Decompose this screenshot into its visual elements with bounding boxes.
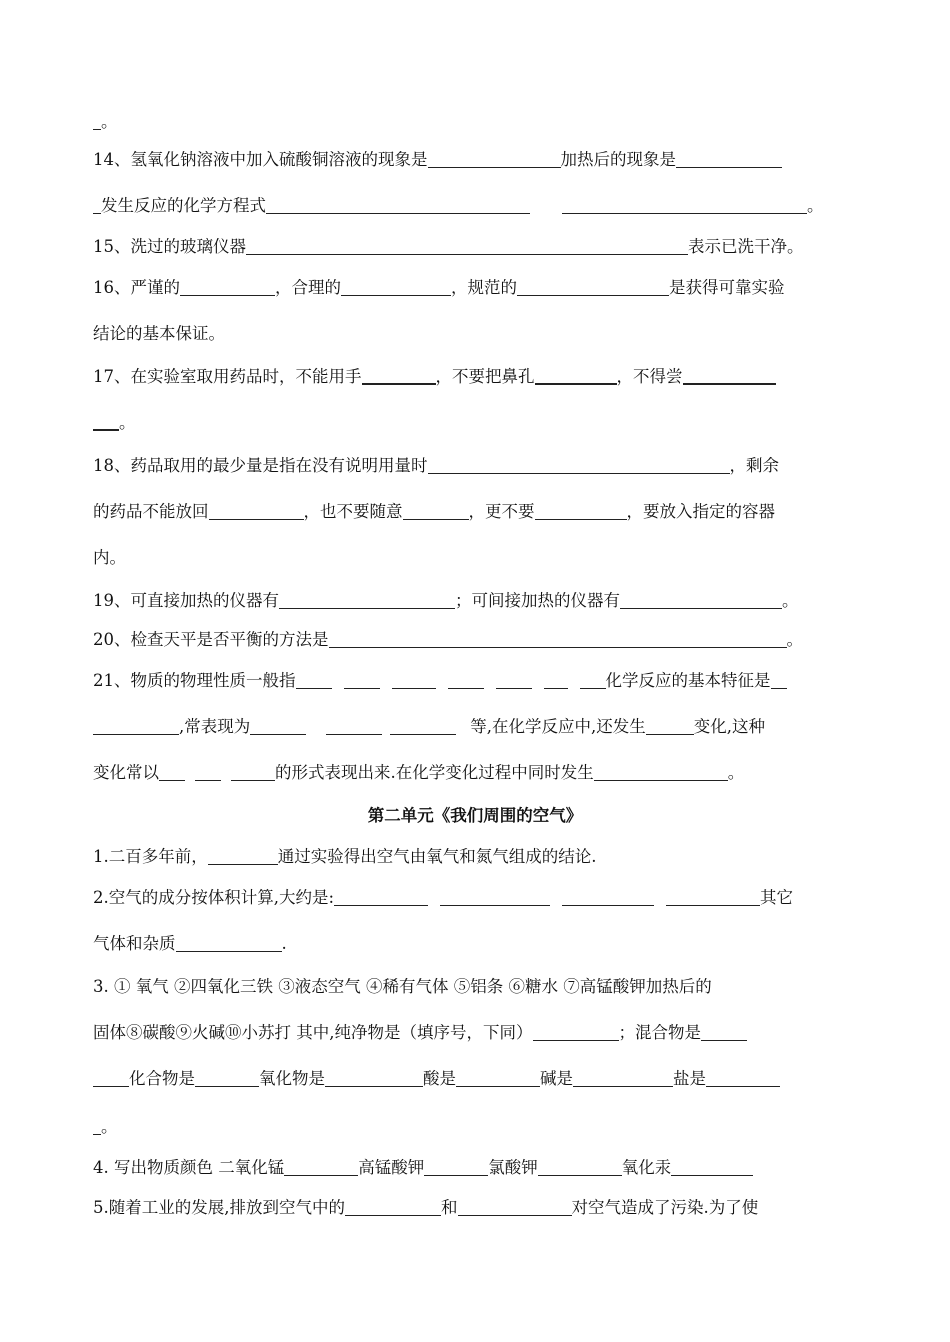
- answer-blank[interactable]: [620, 592, 782, 609]
- text: 21、物质的物理性质一般指: [93, 671, 296, 690]
- text: 14、氢氧化钠溶液中加入硫酸铜溶液的现象是: [93, 150, 428, 169]
- answer-blank[interactable]: [428, 457, 730, 474]
- text: 化学反应的基本特征是: [605, 671, 771, 690]
- u2-question-1: [93, 847, 858, 867]
- question-21: [93, 671, 858, 691]
- answer-blank[interactable]: [671, 1159, 753, 1176]
- answer-blank[interactable]: [533, 1024, 619, 1041]
- answer-blank[interactable]: [448, 672, 484, 689]
- text: 固体⑧碳酸⑨火碱⑩小苏打 其中,纯净物是（填序号，下同）: [93, 1023, 533, 1042]
- text: 5.随着工业的发展,排放到空气中的: [93, 1198, 345, 1217]
- question-17: [93, 367, 858, 387]
- u2-question-2-cont: [93, 934, 858, 954]
- text: 3. ① 氧气 ②四氧化三铁 ③液态空气 ④稀有气体 ⑤铝条 ⑥糖水 ⑦高锰酸钾加热后的: [93, 977, 712, 996]
- answer-blank[interactable]: [93, 1118, 101, 1135]
- question-14: [93, 150, 858, 170]
- text: ；可间接加热的仪器有: [455, 591, 620, 610]
- text: .: [281, 934, 287, 953]
- answer-blank[interactable]: [329, 631, 787, 648]
- answer-blank[interactable]: [517, 279, 669, 296]
- answer-blank[interactable]: [573, 1070, 673, 1087]
- text: 高锰酸钾: [358, 1158, 425, 1177]
- question-14-cont: [93, 196, 858, 216]
- answer-blank[interactable]: [344, 672, 380, 689]
- answer-blank[interactable]: [93, 197, 101, 214]
- text: ，合理的: [275, 278, 341, 297]
- answer-blank[interactable]: [535, 503, 627, 520]
- text: 。: [101, 1117, 118, 1136]
- answer-blank[interactable]: [93, 413, 119, 431]
- text: ,常表现为: [179, 717, 251, 736]
- u2-question-3-cont: [93, 1023, 858, 1043]
- text: 和: [441, 1198, 458, 1217]
- text: 盐是: [673, 1069, 706, 1088]
- text: 是获得可靠实验: [669, 278, 785, 297]
- answer-blank[interactable]: [392, 672, 436, 689]
- question-18: [93, 456, 858, 476]
- answer-blank[interactable]: [180, 279, 275, 296]
- answer-blank[interactable]: [646, 718, 694, 735]
- answer-blank[interactable]: [535, 367, 617, 385]
- text: 酸是: [423, 1069, 456, 1088]
- u2-question-3: [93, 977, 858, 997]
- text: 1.二百多年前，: [93, 847, 208, 866]
- question-16: [93, 278, 858, 298]
- answer-blank[interactable]: [666, 889, 760, 906]
- answer-blank[interactable]: [176, 935, 282, 952]
- answer-blank[interactable]: [284, 1159, 358, 1176]
- answer-blank[interactable]: [209, 503, 304, 520]
- question-21-cont2: [93, 763, 858, 783]
- text: ，不得尝: [616, 367, 683, 386]
- text: 结论的基本保证。: [93, 324, 225, 343]
- text: 气体和杂质: [93, 934, 176, 953]
- answer-blank[interactable]: [93, 718, 179, 735]
- text: 表示已洗干净。: [688, 237, 804, 256]
- text: 内。: [93, 548, 126, 567]
- text: 19、可直接加热的仪器有: [93, 591, 279, 610]
- answer-blank[interactable]: [93, 113, 101, 130]
- question-18-cont2: [93, 548, 858, 568]
- text: 通过实验得出空气由氧气和氮气组成的结论.: [277, 847, 597, 866]
- answer-blank[interactable]: [341, 279, 451, 296]
- answer-blank[interactable]: [231, 764, 275, 781]
- answer-blank[interactable]: [93, 1070, 129, 1087]
- answer-blank[interactable]: [345, 1199, 441, 1216]
- answer-blank[interactable]: [580, 672, 606, 689]
- answer-blank[interactable]: [458, 1199, 572, 1216]
- answer-blank[interactable]: [362, 367, 436, 385]
- text: 变化常以: [93, 763, 159, 782]
- answer-blank[interactable]: [390, 718, 456, 735]
- answer-blank[interactable]: [250, 718, 306, 735]
- question-18-cont: [93, 502, 858, 522]
- question-16-cont: [93, 324, 858, 344]
- answer-blank[interactable]: [683, 367, 776, 385]
- answer-blank[interactable]: [246, 238, 688, 255]
- answer-blank[interactable]: [279, 592, 455, 609]
- text: 4. 写出物质颜色 二氧化锰: [93, 1158, 285, 1177]
- text: ，要放入指定的容器: [626, 502, 775, 521]
- answer-blank[interactable]: [544, 672, 568, 689]
- answer-blank[interactable]: [266, 197, 530, 214]
- answer-blank[interactable]: [701, 1024, 747, 1041]
- answer-blank[interactable]: [334, 889, 428, 906]
- question-15: [93, 237, 858, 257]
- text: 17、在实验室取用药品时，不能用手: [93, 367, 362, 386]
- answer-blank[interactable]: [403, 503, 469, 520]
- answer-blank[interactable]: [538, 1159, 622, 1176]
- u2-question-2: [93, 888, 858, 908]
- answer-blank[interactable]: [195, 1070, 259, 1087]
- answer-blank[interactable]: [676, 151, 782, 168]
- question-21-cont: [93, 717, 858, 737]
- text: 18、药品取用的最少量是指在没有说明用量时: [93, 456, 428, 475]
- text: 化合物是: [129, 1069, 195, 1088]
- answer-blank[interactable]: [771, 672, 787, 689]
- answer-blank[interactable]: [456, 1070, 540, 1087]
- text: 。: [101, 112, 118, 131]
- text: ，不要把鼻孔: [435, 367, 535, 386]
- answer-blank[interactable]: [296, 672, 332, 689]
- text: 16、严谨的: [93, 278, 180, 297]
- text: 变化,这种: [693, 717, 765, 736]
- answer-blank[interactable]: [428, 151, 561, 168]
- text: 。: [807, 196, 824, 215]
- text: 氧化物是: [259, 1069, 325, 1088]
- text: 。: [782, 591, 799, 610]
- u2-question-4: [93, 1158, 858, 1178]
- answer-blank[interactable]: [496, 672, 532, 689]
- text: ，也不要随意: [303, 502, 403, 521]
- question-20: [93, 630, 858, 650]
- text: 15、洗过的玻璃仪器: [93, 237, 246, 256]
- answer-blank[interactable]: [159, 764, 185, 781]
- text: 碱是: [540, 1069, 573, 1088]
- u2-question-3-cont2: [93, 1069, 858, 1089]
- text: 。: [786, 630, 803, 649]
- question-17-cont: [93, 413, 858, 433]
- text: 2.空气的成分按体积计算,大约是:: [93, 888, 335, 907]
- text: ，剩余: [729, 456, 779, 475]
- text: 。: [119, 413, 136, 432]
- answer-blank[interactable]: [562, 197, 807, 214]
- text: 其它: [760, 888, 794, 907]
- text: 20、检查天平是否平衡的方法是: [93, 630, 329, 649]
- text: 加热后的现象是: [560, 150, 676, 169]
- answer-blank[interactable]: [195, 764, 221, 781]
- section-title: 第二单元《我们周围的空气》: [367, 806, 583, 825]
- text-line: [93, 112, 858, 132]
- u2-question-3-cont3: [93, 1117, 858, 1137]
- text: ，规范的: [451, 278, 517, 297]
- text: 发生反应的化学方程式: [101, 196, 266, 215]
- text: 氯酸钾: [488, 1158, 538, 1177]
- text: 的形式表现出来.在化学变化过程中同时发生: [275, 763, 594, 782]
- u2-question-5: [93, 1198, 858, 1218]
- text: 等,在化学反应中,还发生: [470, 717, 646, 736]
- question-19: [93, 591, 858, 611]
- text: ，更不要: [468, 502, 535, 521]
- text: 对空气造成了污染.为了使: [571, 1198, 759, 1217]
- text: 氧化汞: [621, 1158, 672, 1177]
- text: 的药品不能放回: [93, 502, 209, 521]
- answer-blank[interactable]: [440, 889, 550, 906]
- text: ；混合物是: [618, 1023, 701, 1042]
- answer-blank[interactable]: [424, 1159, 488, 1176]
- answer-blank[interactable]: [326, 718, 382, 735]
- answer-blank[interactable]: [325, 1070, 423, 1087]
- answer-blank[interactable]: [594, 764, 728, 781]
- answer-blank[interactable]: [208, 848, 278, 865]
- answer-blank[interactable]: [706, 1070, 780, 1087]
- text: 。: [727, 763, 745, 782]
- answer-blank[interactable]: [562, 889, 654, 906]
